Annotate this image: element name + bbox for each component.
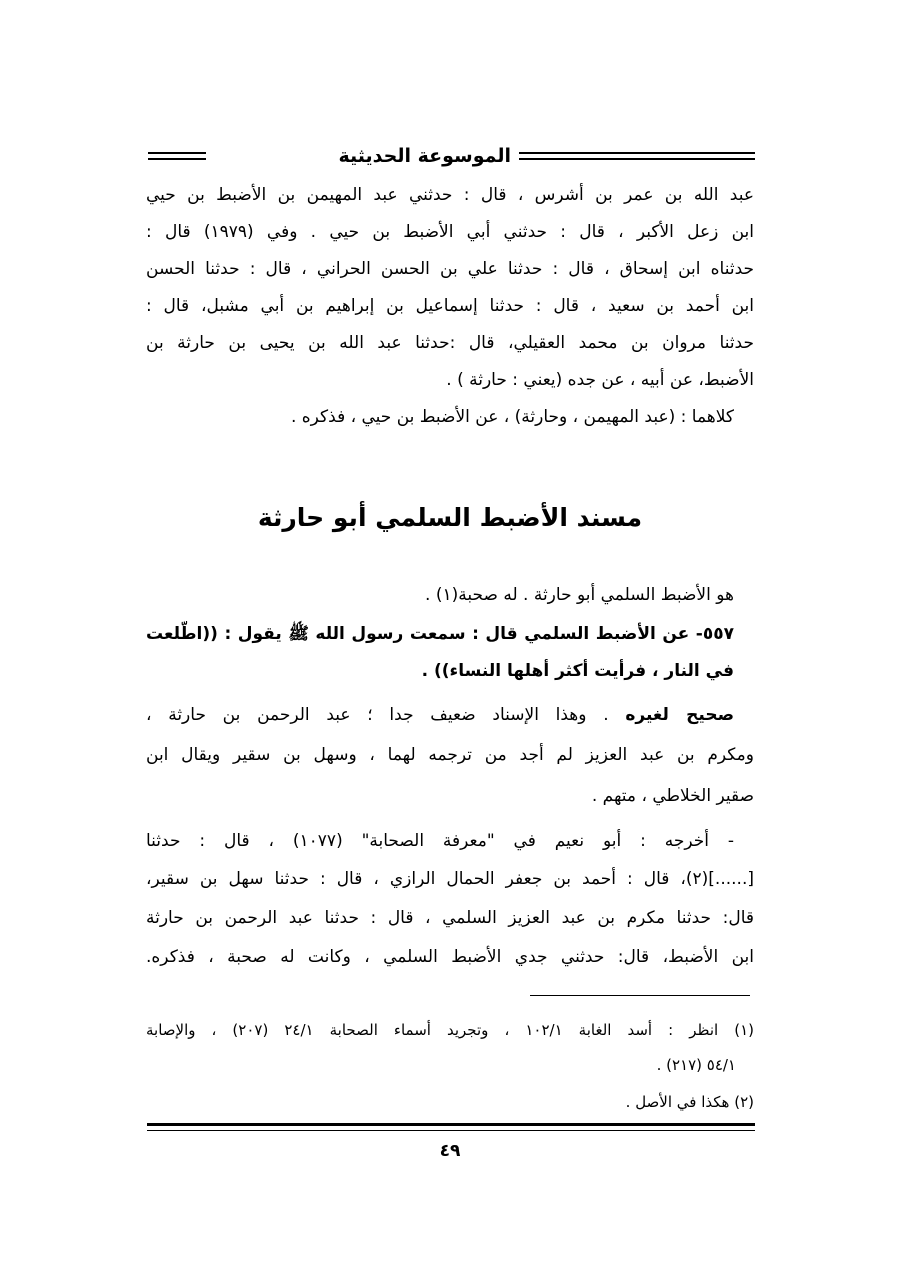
- footnote-separator: [530, 995, 750, 996]
- takhrij-line: - أخرجه : أبو نعيم في "معرفة الصحابة" (١٠٧٧) ، قال : حدثنا: [146, 831, 734, 851]
- header-rule-right: [519, 152, 755, 160]
- running-header: [148, 141, 755, 171]
- footnote-2: (٢) هكذا في الأصل .: [625, 1093, 754, 1111]
- text-line: كلاهما : (عبد المهيمن ، وحارثة) ، عن الأضبط بن حيي ، فذكره .: [290, 407, 734, 427]
- header-title: الموسوعة الحديثية: [338, 145, 511, 167]
- bottom-rule: [147, 1123, 755, 1131]
- grading-text: . وهذا الإسناد ضعيف جدا ؛ عبد الرحمن بن حارثة ،: [146, 705, 626, 725]
- takhrij-line: ابن الأضبط، قال: حدثني جدي الأضبط السلمي ، وكانت له صحبة ، فذكره.: [146, 947, 754, 967]
- text-line: ابن أحمد بن سعيد ، قال : حدثنا إسماعيل بن إبراهيم بن أبي مشبل، قال :: [146, 296, 754, 316]
- text-line: الأضبط، عن أبيه ، عن جده (يعني : حارثة ) .: [446, 370, 754, 390]
- text-line: حدثنا مروان بن محمد العقيلي، قال :حدثنا عبد الله بن يحيى بن حارثة بن: [146, 333, 754, 353]
- page-number: ٤٩: [439, 1141, 461, 1161]
- footnote-1: (١) انظر : أسد الغابة ١٠٢/١ ، وتجريد أسماء الصحابة ٢٤/١ (٢٠٧) ، والإصابة: [146, 1021, 754, 1039]
- header-rule-left: [148, 152, 206, 160]
- grading-line: صقير الخلاطي ، متهم .: [591, 786, 754, 806]
- text-line: عبد الله بن عمر بن أشرس ، قال : حدثني عبد المهيمن بن الأضبط بن حيي: [146, 185, 754, 205]
- section-title: مسند الأضبط السلمي أبو حارثة: [257, 503, 643, 532]
- intro-line: هو الأضبط السلمي أبو حارثة . له صحبة(١) .: [425, 585, 734, 605]
- grading-label: صحيح لغيره: [625, 705, 735, 725]
- takhrij-line: [......](٢)، قال : أحمد بن جعفر الحمال الرازي ، قال : حدثنا سهل بن سقير،: [146, 869, 754, 889]
- hadith-line: ٥٥٧- عن الأضبط السلمي قال : سمعت رسول الله ﷺ يقول : ((اطّلعت: [146, 624, 734, 644]
- text-line: حدثناه ابن إسحاق ، قال : حدثنا علي بن الحسن الحراني ، قال : حدثنا الحسن: [146, 259, 754, 279]
- takhrij-line: قال: حدثنا مكرم بن عبد العزيز السلمي ، قال : حدثنا عبد الرحمن بن حارثة: [146, 908, 754, 928]
- grading-line: ومكرم بن عبد العزيز لم أجد من ترجمه لهما ، وسهل بن سقير ويقال ابن: [146, 745, 754, 765]
- text-line: ابن زعل الأكبر ، قال : حدثني أبي الأضبط بن حيي . وفي (١٩٧٩) قال :: [146, 222, 754, 242]
- hadith-line: في النار ، فرأيت أكثر أهلها النساء)) .: [421, 661, 734, 681]
- grading-line: [146, 700, 734, 730]
- footnote-1-cont: ٥٤/١ (٢١٧) .: [656, 1056, 736, 1074]
